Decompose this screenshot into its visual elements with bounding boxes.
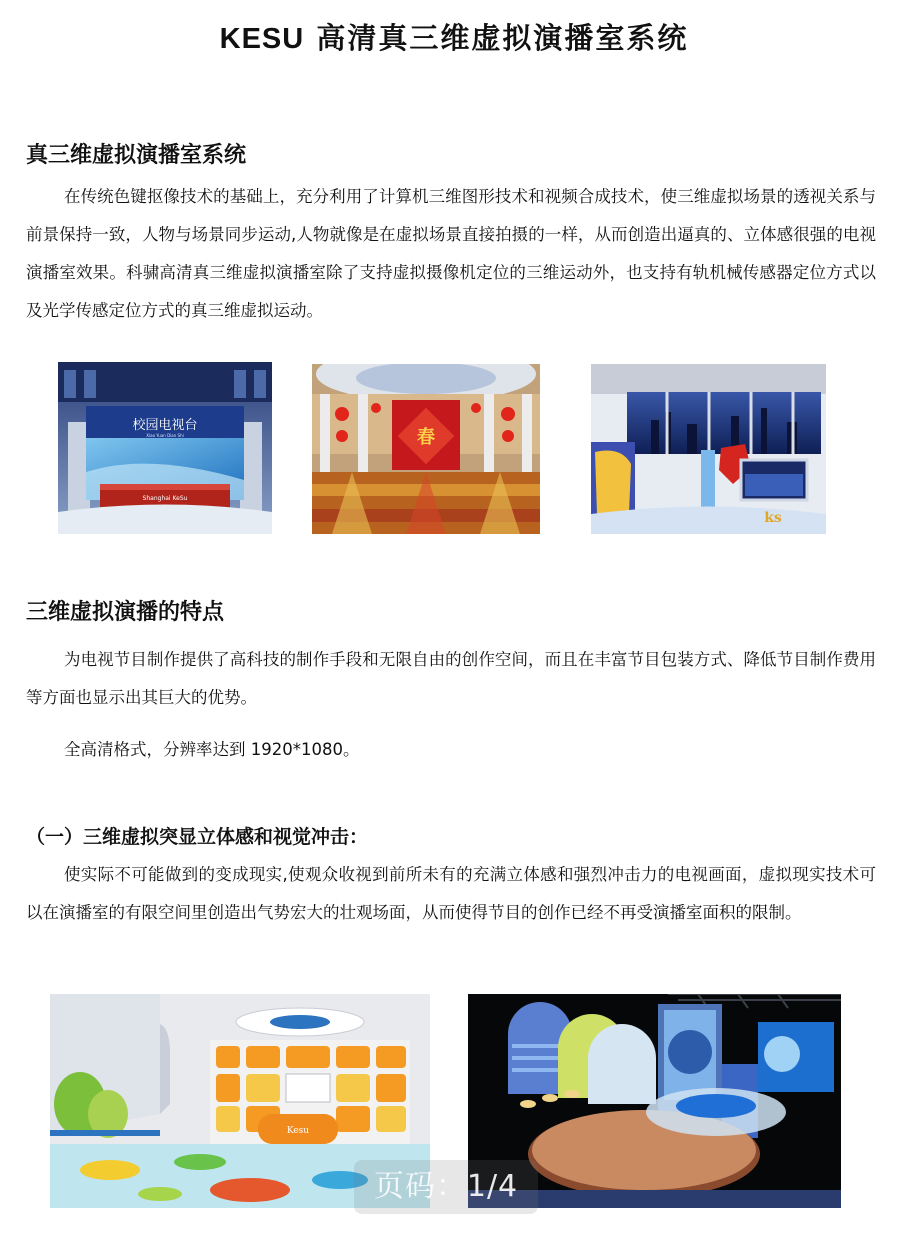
ks-logo: ks — [764, 510, 782, 526]
section1-paragraph: 在传统色键抠像技术的基础上，充分利用了计算机三维图形技术和视频合成技术，使三维虚拟场景的透视关系与前景保持一致，人物与场景同步运动,人物就像是在虚拟场景直接拍摄的一样，从而创造出逼真的、立体感很强的电视演播室效果。科骕高清真三维虚拟演播室除了支持虚拟摄像机定位的三维运动外，也支持有轨机械传感器定位方式以及光学传感定位方式的真三维虚拟运动。 — [26, 187, 876, 320]
page-indicator: 页码：1/4 — [354, 1160, 538, 1214]
campus-tv-sign-en: Xiao Yuan Dian Shi — [146, 433, 184, 438]
title-text: 高清真三维虚拟演播室系统 — [316, 21, 689, 55]
spring-sign: 春 — [417, 427, 435, 448]
desk-label: Shanghai KeSu — [142, 495, 188, 502]
title-brand: KESU — [219, 23, 305, 55]
studio-image-campus-tv — [58, 362, 272, 534]
section2-heading: 三维虚拟演播的特点 — [26, 600, 225, 625]
section3-paragraph: 使实际不可能做到的变成现实,使观众收视到前所未有的充满立体感和强烈冲击力的电视画面，虚拟现实技术可以在演播室的有限空间里创造出气势宏大的壮观场面，从而使得节目的创作已经不再受演播室面积的限制。 — [26, 865, 876, 922]
section2-resolution-line: 全高清格式，分辨率达到 1920*1080。 — [64, 740, 360, 759]
kesu-desk-label: Kesu — [286, 1126, 310, 1136]
section3-heading: （一）三维虚拟突显立体感和视觉冲击： — [26, 826, 369, 848]
campus-tv-sign: 校园电视台 — [132, 418, 198, 433]
studio-image-spring-festival — [312, 364, 540, 534]
section1-heading: 真三维虚拟演播室系统 — [26, 143, 247, 168]
studio-image-city-skyline — [591, 364, 826, 534]
document-title — [0, 16, 908, 57]
section2-paragraph: 为电视节目制作提供了高科技的制作手段和无限自由的创作空间，而且在丰富节目包装方式、降低节目制作费用等方面也显示出其巨大的优势。 — [26, 650, 876, 707]
